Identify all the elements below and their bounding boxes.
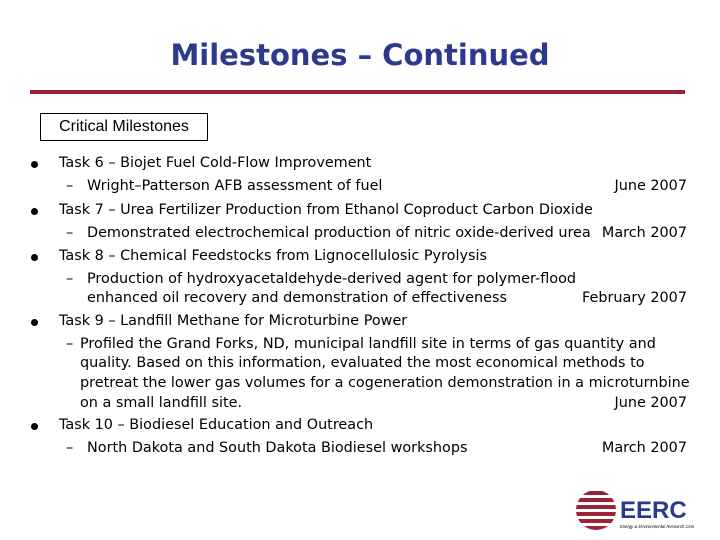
task-7-heading: Task 7 – Urea Fertilizer Production from Ethanol Coproduct Carbon Dioxide xyxy=(59,202,593,218)
critical-milestones-label: Critical Milestones xyxy=(40,113,208,141)
task-10-sub-text: North Dakota and South Dakota Biodiesel workshops xyxy=(87,440,468,456)
task-6-heading: Task 6 – Biojet Fuel Cold-Flow Improvement xyxy=(59,155,372,171)
bullet-icon xyxy=(31,319,38,326)
task-9-sub-line-4: on a small landfill site. xyxy=(80,395,243,411)
eerc-globe-icon xyxy=(574,488,694,532)
task-7-sub-text: Demonstrated electrochemical production of nitric oxide-derived urea xyxy=(87,225,591,241)
dash-icon: – xyxy=(66,440,74,456)
task-9-sub-line-3: pretreat the lower gas volumes for a cogeneration demonstration in a microturnbine xyxy=(80,375,690,391)
task-9-date: June 2007 xyxy=(614,395,687,411)
dash-icon: – xyxy=(66,271,74,287)
task-9-sub-line-1: Profiled the Grand Forks, ND, municipal landfill site in terms of gas quantity and xyxy=(80,336,656,352)
bullet-icon xyxy=(31,208,38,215)
dash-icon: – xyxy=(66,225,74,241)
task-10-heading: Task 10 – Biodiesel Education and Outreach xyxy=(59,417,374,433)
slide-title: Milestones – Continued xyxy=(170,38,550,72)
bullet-icon xyxy=(31,161,38,168)
eerc-logo-tagline: Energy & Environmental Research Center xyxy=(620,524,694,529)
bullet-icon xyxy=(31,423,38,430)
task-10-date: March 2007 xyxy=(601,440,687,456)
task-9-heading: Task 9 – Landfill Methane for Microturbine Power xyxy=(59,313,408,329)
task-9-sub-line-2: quality. Based on this information, evaluated the most economical methods to xyxy=(80,355,645,371)
eerc-logo xyxy=(574,488,694,532)
task-8-date: February 2007 xyxy=(582,290,687,306)
eerc-logo-text: EERC xyxy=(620,497,687,524)
dash-icon: – xyxy=(66,178,74,194)
task-8-sub-line-2: enhanced oil recovery and demonstration of effectiveness xyxy=(87,290,507,306)
task-8-sub-line-1: Production of hydroxyacetaldehyde-derived agent for polymer-flood xyxy=(87,271,577,287)
bullet-icon xyxy=(31,254,38,261)
dash-icon: – xyxy=(66,336,74,352)
title-divider xyxy=(30,90,685,94)
task-6-sub-text: Wright–Patterson AFB assessment of fuel xyxy=(87,178,383,194)
task-7-date: March 2007 xyxy=(601,225,687,241)
task-6-date: June 2007 xyxy=(614,178,687,194)
task-8-heading: Task 8 – Chemical Feedstocks from Lignocellulosic Pyrolysis xyxy=(59,248,487,264)
